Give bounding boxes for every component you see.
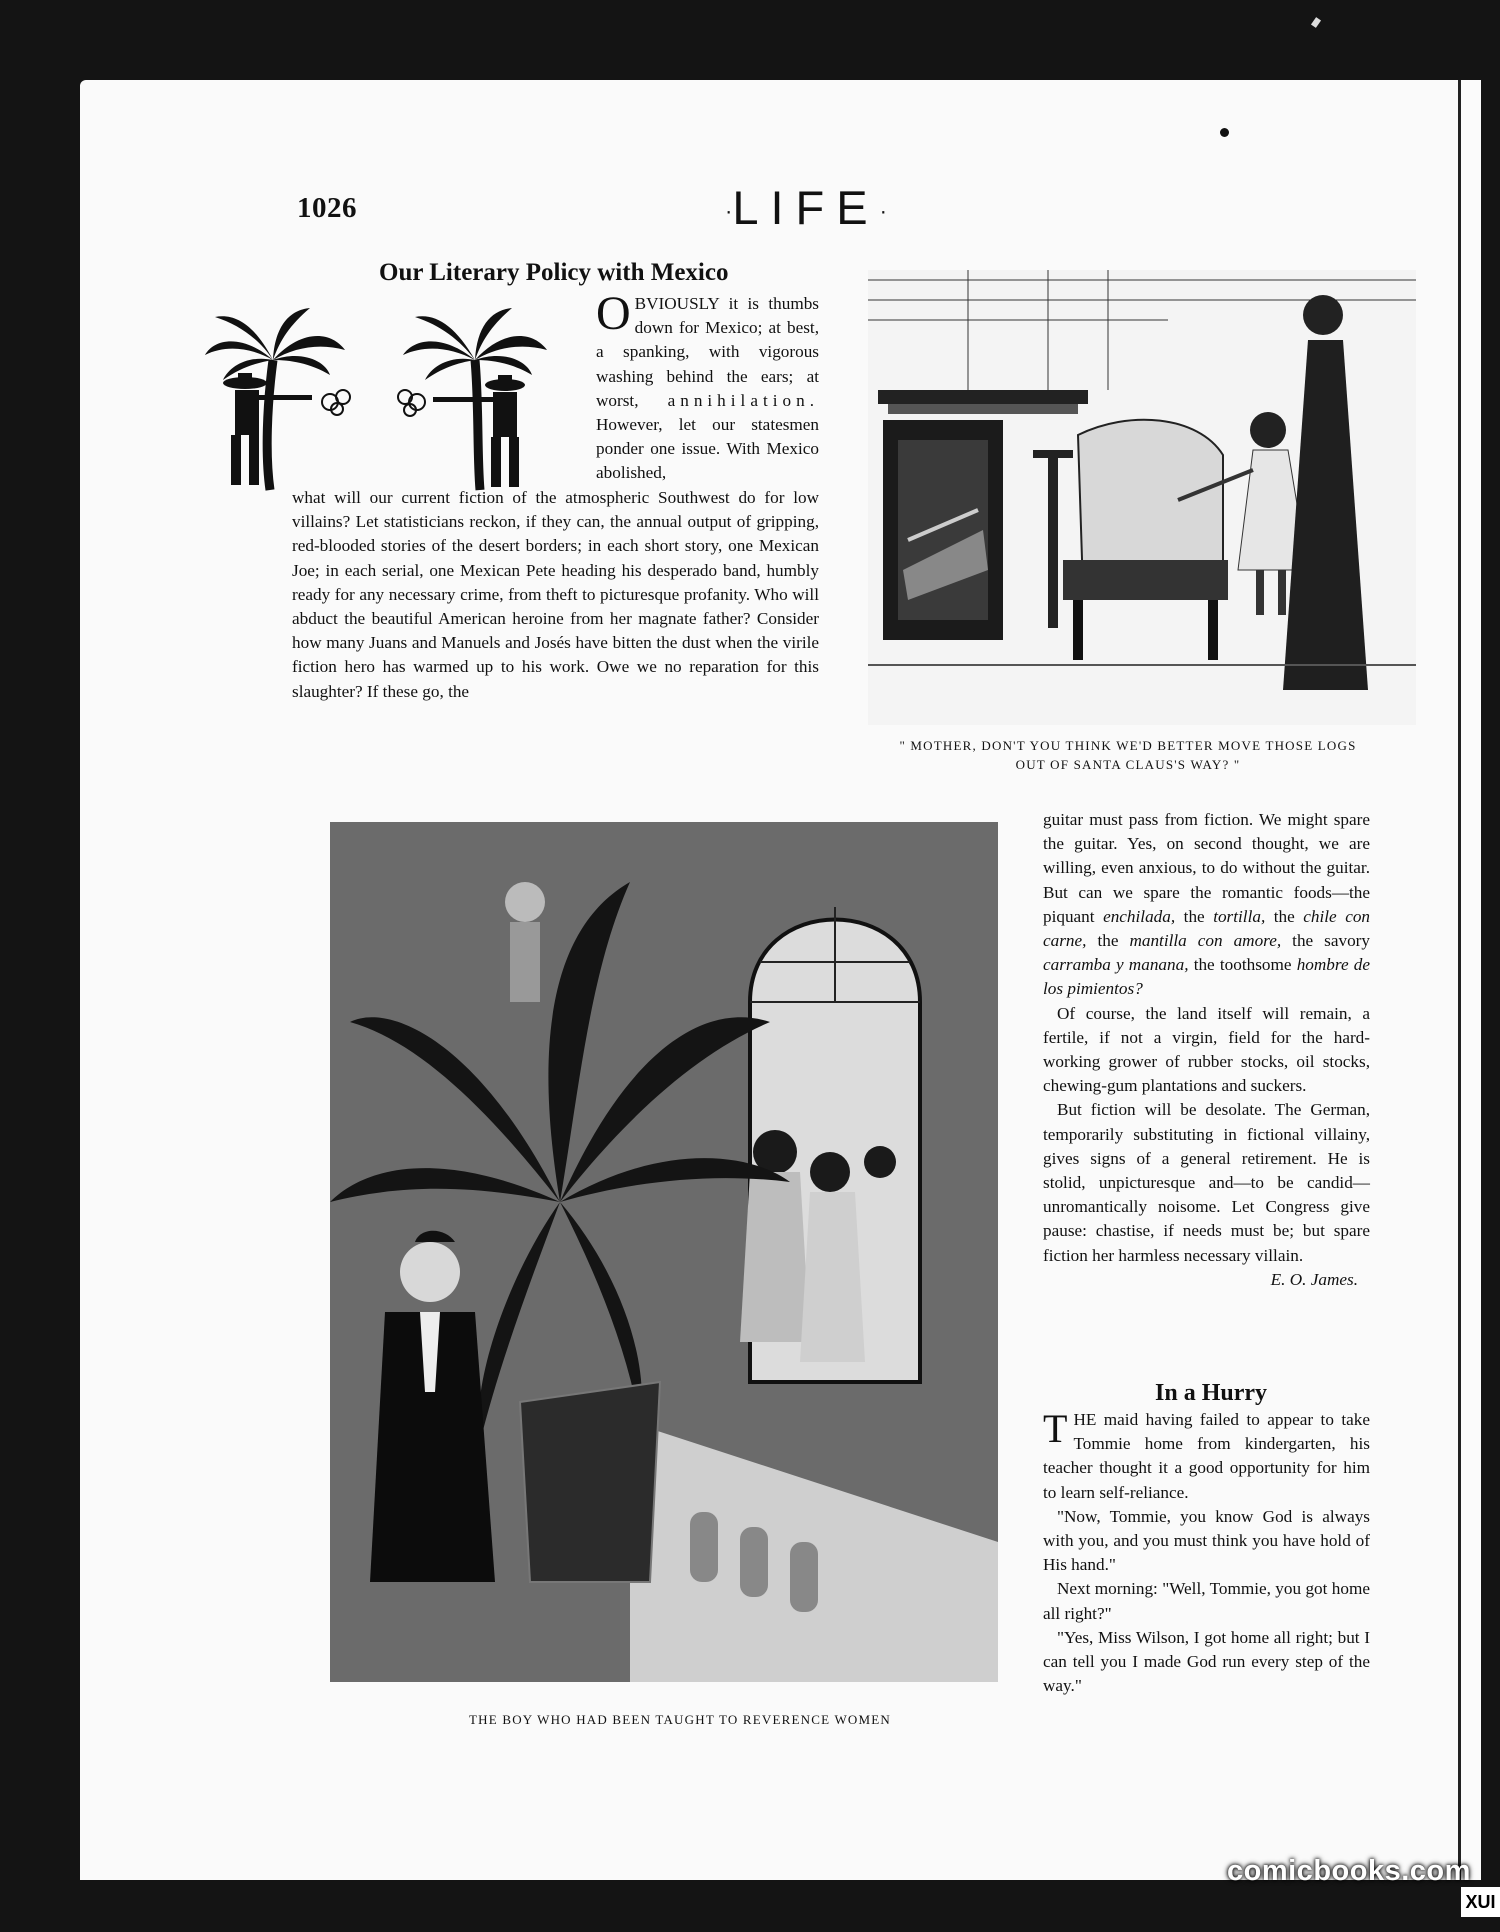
article-2-title: In a Hurry [1155,1380,1268,1406]
wicker-chair [520,1382,660,1582]
article-1-top-text-2: However, let our statesmen ponder one issue. With Mexico abolished, [596,415,819,483]
article-1-continued-paragraph-1: guitar must pass from fiction. We might spare the guitar. Yes, on second thought, we are willing, even anxious, to do without the guitar. But can we spare the romantic foods—the piquant enchilada, the tortilla, the chile con carne, the mantilla con amore, the savory carramba y manana, the toothsome hombre de los pimientos? [1043,810,1371,999]
article-1-continued-paragraph-3: But fiction will be desolate. The German, temporarily substituting in fictional villainy, gives signs of a general retirement. He is stolid, unpicturesque and—to be candid—unromantically noisome. Let Congress give pause: chastise, if needs must be; but spare fiction her harmless necessary villain. [1043,1100,1370,1265]
article-1-continued-paragraph-2: Of course, the land itself will remain, a fertile, if not a virgin, field for the hard-working grower of rubber stocks, oil stocks, chewing-gum plantations and suckers. [1043,1003,1370,1096]
palm-tree-gunfight-illustration [205,305,595,495]
next-page-edge [1458,80,1481,1880]
margin-dot [1220,128,1229,137]
watermark: comicbooks.com [1227,1855,1471,1887]
cartoon-1-caption-line-2: OUT OF SANTA CLAUS'S WAY? " [1015,757,1241,772]
article-title: Our Literary Policy with Mexico [379,259,729,286]
masthead-title: LIFE [732,181,880,234]
article-1-spaced-word: annihilation. [667,390,819,410]
article-1-lead-caps: BVIOUSLY [634,294,720,313]
cartoon-2-caption: THE BOY WHO HAD BEEN TAUGHT TO REVERENCE WOMEN [469,1712,891,1727]
article-1-dropcap: O [596,287,631,340]
cartoon-1-caption [868,736,1388,774]
masthead-dot-left: · [725,198,733,224]
masthead-dot-right: · [879,198,887,224]
article-2-column [1043,1408,1370,1698]
page-number: 1026 [297,192,357,224]
fireplace-mother-child-cartoon [868,270,1416,725]
article-1-full-text: what will our current fiction of the atmospheric Southwest do for low villains? Let statisticians reckon, if they can, the annual output of gripping, red-blooded stories of the desert borders; in each short story, one Mexican Joe; in each serial, one Mexican Pete heading his desperado band, humbly ready for any necessary crime, from theft to picturesque profanity. Who will abduct the beautiful American heroine from her magnate father? Consider how many Juans and Manuels and Josés have bitten the dust when the virile fiction hero has warmed up to his work. Owe we no reparation for this slaughter? If these go, the [292,488,819,701]
mantelpiece [878,390,1088,414]
statue [505,882,545,1002]
fireplace [883,420,1003,640]
palm-room-gentleman-illustration [330,822,998,1682]
article-1-continued-column [1043,808,1370,1292]
article-1-full-column [292,486,819,704]
article-2-dropcap: T [1043,1406,1068,1451]
left-gunsmoke [322,390,350,415]
masthead [725,180,887,235]
article-1-opening-column [596,287,819,486]
right-gunsmoke [398,390,425,416]
cartoon-1-caption-line-1: " MOTHER, DON'T YOU THINK WE'D BETTER MOVE THOSE LOGS [899,738,1357,753]
article-2-paragraph-1: HE maid having failed to appear to take Tommie home from kindergarten, his teacher thought it a good opportunity for him to learn self-reliance. [1043,1410,1370,1502]
article-2-paragraph-4: "Yes, Miss Wilson, I got home all right; but I can tell you I made God run every step of the way." [1043,1627,1370,1696]
article-2-paragraph-3: Next morning: "Well, Tommie, you got home all right?" [1043,1579,1370,1623]
article-1-top-text-1: it is thumbs down for Mexico; at best, a spanking, with vigorous washing behind the ears; at worst, [596,294,819,410]
edge-tag: XUI [1461,1887,1500,1917]
article-1-byline: E. O. James. [1270,1269,1358,1289]
article-2-paragraph-2: "Now, Tommie, you know God is always with you, and you must think you have hold of His hand." [1043,1506,1370,1575]
